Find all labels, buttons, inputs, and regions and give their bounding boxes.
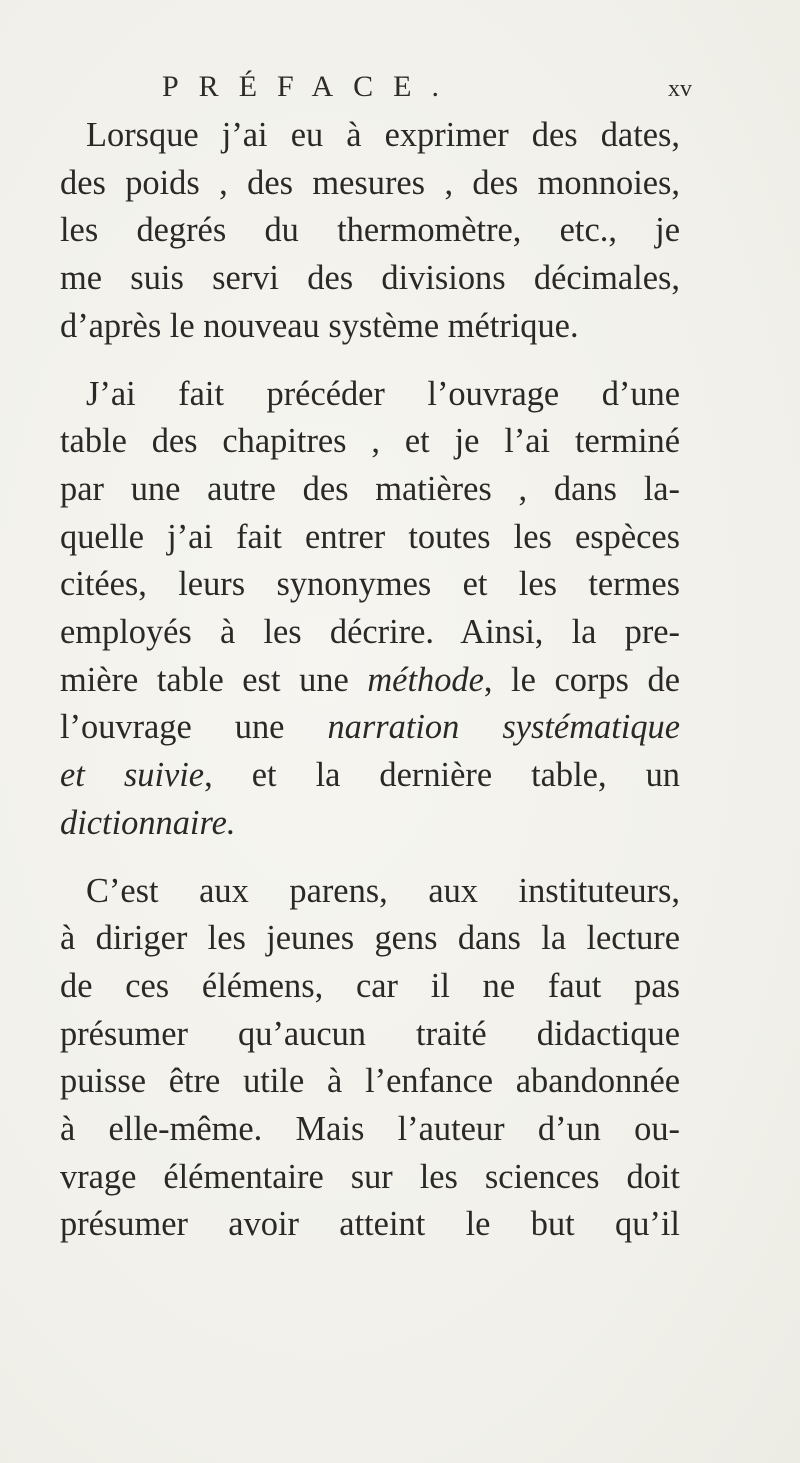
body-text: [60, 112, 680, 1249]
text-segment: mière table est une: [60, 660, 368, 699]
paragraph-3: [60, 868, 680, 1250]
text-line: à elle-même. Mais l’auteur d’un ou-: [60, 1110, 680, 1149]
text-line: Lorsque j’ai eu à exprimer des dates,: [86, 116, 680, 154]
text-line: me suis servi des divisions décimales,: [60, 259, 680, 298]
text-segment: l’ouvrage une: [60, 708, 328, 747]
page-number: xv: [668, 76, 692, 102]
italic-term: narration systématique: [327, 708, 680, 747]
paragraph-2: [60, 371, 680, 848]
text-segment: , le corps de: [483, 660, 680, 699]
italic-term: et suivie: [60, 756, 205, 795]
text-line: les degrés du thermomètre, etc., je: [60, 211, 680, 250]
text-line: présumer avoir atteint le but qu’il: [60, 1205, 680, 1244]
text-line: quelle j’ai fait entrer toutes les espèces: [60, 517, 680, 556]
paragraph-1: [60, 112, 680, 351]
italic-term: dictionnaire.: [60, 803, 236, 842]
text-line: par une autre des matières , dans la-: [60, 469, 680, 508]
text-line: de ces élémens, car il ne faut pas: [60, 966, 680, 1005]
text-line: des poids , des mesures , des monnoies,: [60, 163, 680, 202]
text-line: d’après le nouveau système métrique.: [60, 306, 579, 345]
text-line: à diriger les jeunes gens dans la lecture: [60, 919, 680, 958]
text-line: C’est aux parens, aux instituteurs,: [86, 871, 680, 910]
text-segment: , et la dernière table, un: [204, 756, 680, 795]
italic-term: méthode: [367, 660, 484, 699]
text-line: [60, 657, 680, 705]
text-line: [60, 752, 680, 800]
text-line: présumer qu’aucun traité didactique: [60, 1014, 680, 1053]
text-line: puisse être utile à l’enfance abandonnée: [60, 1062, 680, 1101]
text-line: vrage élémentaire sur les sciences doit: [60, 1157, 680, 1196]
text-line: [60, 800, 680, 848]
text-line: employés à les décrire. Ainsi, la pre-: [60, 613, 680, 652]
text-line: J’ai fait précéder l’ouvrage d’une: [86, 374, 680, 413]
text-line: [60, 704, 680, 752]
text-line: table des chapitres , et je l’ai terminé: [60, 422, 680, 461]
running-header: [162, 70, 692, 110]
header-title: PRÉFACE.: [162, 70, 459, 103]
text-line: citées, leurs synonymes et les termes: [60, 565, 680, 604]
